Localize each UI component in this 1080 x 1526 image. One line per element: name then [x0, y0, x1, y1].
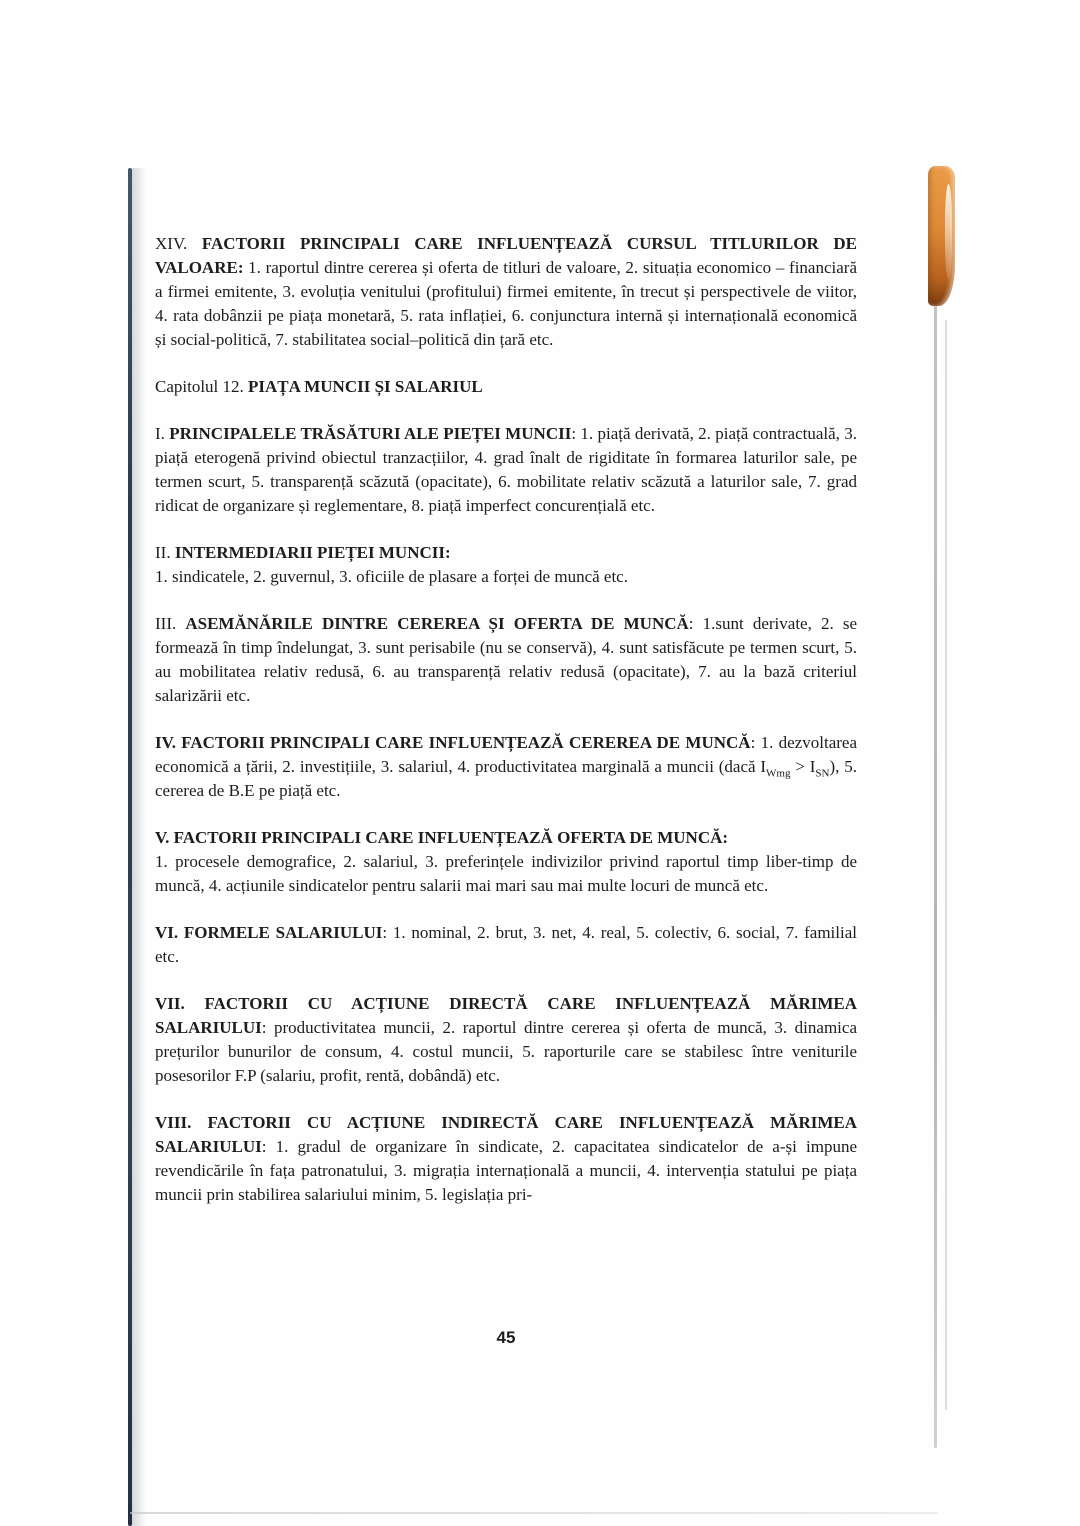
section-viii-factori-indirecti-marimea-salariului: VIII. FACTORII CU ACȚIUNE INDIRECTĂ CARE INFLUENȚEAZĂ MĂRIMEA SALARIULUI: 1. gradul de organizare în sindicate, 2. capacitatea sindicatelor de a-și impune revendicările în fața patronatului, 3. migrația internațională a muncii, 4. intervenția statului pe piața muncii prin stabilirea salariului minim, 5. legislația pri- — [155, 1113, 858, 1204]
section-vi-formele-salariului: VI. FORMELE SALARIULUI: 1. nominal, 2. brut, 3. net, 4. real, 5. colectiv, 6. social, 7. familial etc. — [155, 923, 857, 966]
page-spine-fade — [132, 168, 146, 1526]
section-v-factori-oferta-de-munca: V. FACTORII PRINCIPALI CARE INFLUENȚEAZĂ OFERTA DE MUNCĂ: 1. procesele demografice, 2. salariul, 3. preferințele indivizilor privind raportul timp liber-timp de muncă, 4. acțiunile sindicatelor pentru salarii mai mari sau mai multe locuri de muncă etc. — [155, 828, 857, 895]
section-iii-asemanari-cerere-oferta: III. ASEMĂNĂRILE DINTRE CEREREA ȘI OFERTA DE MUNCĂ: 1.sunt derivate, 2. se formează în timp îndelungat, 3. sunt perisabile (nu se conservă), 4. sunt satisfăcute pe termen scurt, 5. au mobilitatea relativ redusă, 6. au transparență relativ redusă (opacitate), 7. au la bază criteriul salarizării etc. — [155, 614, 857, 705]
section-xiv-factori-curs-titluri: XIV. FACTORII PRINCIPALI CARE INFLUENȚEAZĂ CURSUL TITLURILOR DE VALOARE: 1. raportul dintre cererea și oferta de titluri de valoare, 2. situația economico – financiară a firmei emitente, 3. evoluția venitului (profitului) firmei emitente, în trecut și perspectivele de viitor, 4. rata dobânzii pe piața monetară, 5. rata inflației, 6. conjunctura internă și internațională economică și social-politică, 7. stabilitatea social–politică din țară etc. — [155, 234, 857, 349]
page-edge-shadow-light — [945, 320, 947, 1410]
page-edge-shadow — [934, 298, 937, 1448]
chapter-heading: Capitolul 12. PIAȚA MUNCII ȘI SALARIUL — [155, 377, 483, 396]
section-ii-intermediarii-pietei-muncii: II. INTERMEDIARII PIEȚEI MUNCII: 1. sindicatele, 2. guvernul, 3. oficiile de plasare a forței de muncă etc. — [155, 543, 628, 586]
orange-bookmark-tab — [928, 166, 955, 306]
section-vii-factori-directi-marimea-salariului: VII. FACTORII CU ACȚIUNE DIRECTĂ CARE INFLUENȚEAZĂ MĂRIMEA SALARIULUI: productivitatea muncii, 2. raportul dintre cererea și oferta de muncă, 3. dinamica prețurilor bunurilor de consum, 4. costul muncii, 5. raporturile care se stabilesc între veniturile posesorilor F.P (salariu, profit, rentă, dobândă) etc. — [155, 994, 857, 1085]
section-iv-factori-cererea-de-munca: IV. FACTORII PRINCIPALI CARE INFLUENȚEAZĂ CEREREA DE MUNCĂ: 1. dezvoltarea economică a țării, 2. investițiile, 3. salariul, 4. productivitatea marginală a muncii (dacă $I_{Wmg} > I_{SN}$), 5. cererea de B.E pe piață etc. — [155, 733, 857, 800]
section-i-trasaturi-piata-muncii: I. PRINCIPALELE TRĂSĂTURI ALE PIEȚEI MUNCII: 1. piață derivată, 2. piață contractuală, 3. piață eterogenă privind obiectul tranzacțiilor, 4. grad înalt de rigiditate în formarea laturilor sale, pe termen scurt, 5. transparență scăzută (opacitate), 6. mobilitate relativ scăzută a laturilor sale, 7. grad ridicat de organizare și reglementare, 8. piață imperfect concurențială etc. — [155, 424, 857, 515]
page-bottom-edge — [130, 1512, 938, 1514]
page-text — [155, 232, 857, 1230]
page-number: 45 — [496, 1328, 516, 1347]
